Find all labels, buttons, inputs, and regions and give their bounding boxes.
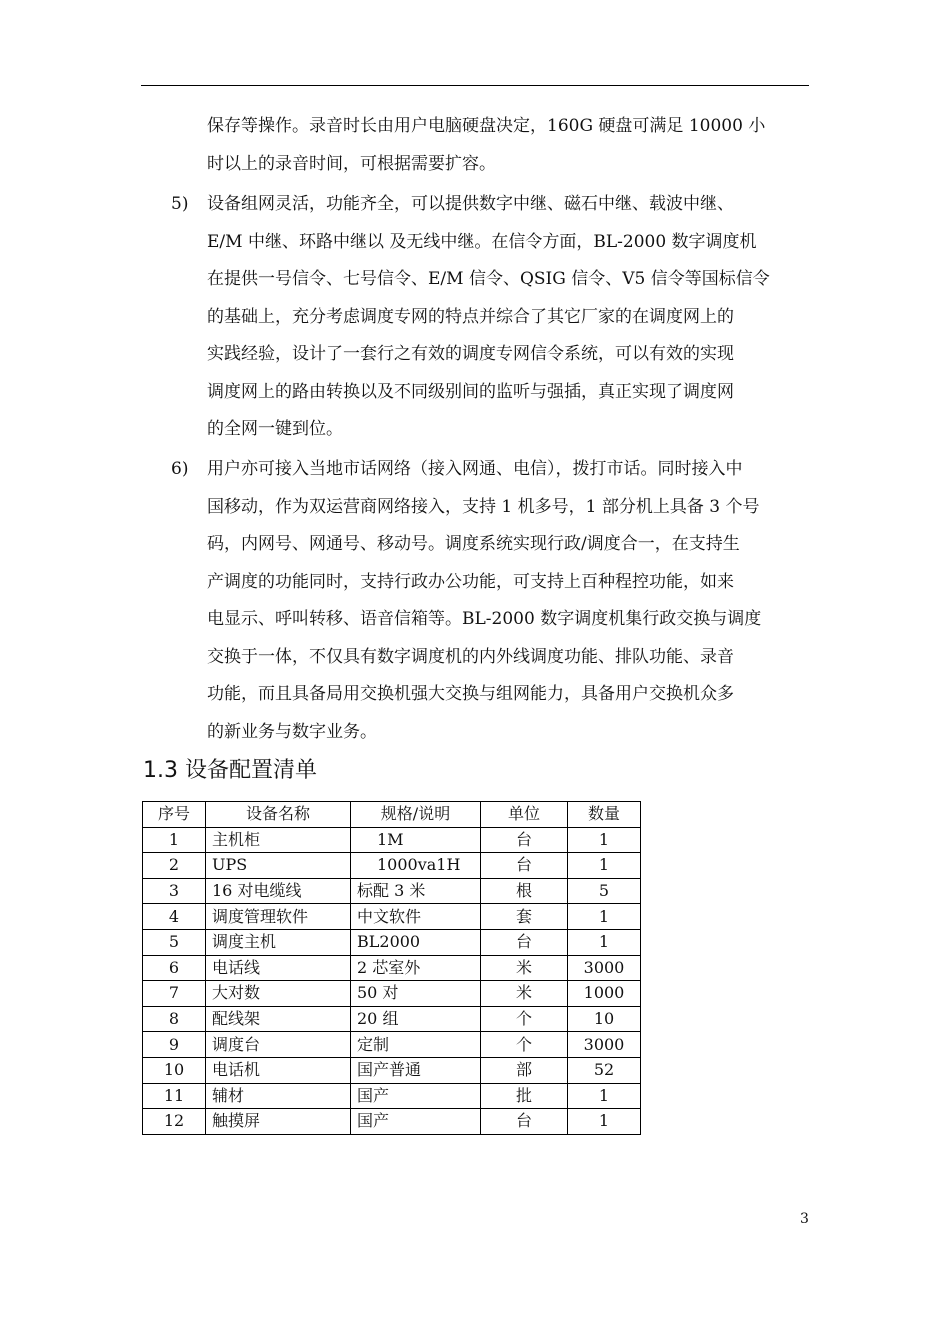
table-cell: 主机柜 (206, 827, 351, 853)
table-cell: 12 (143, 1109, 206, 1135)
table-cell: 7 (143, 981, 206, 1007)
item-number: 6) (171, 459, 189, 479)
table-cell: 52 (568, 1057, 641, 1083)
text-line: 用户亦可接入当地市话网络（接入网通、电信），拨打市话。同时接入中 (207, 459, 743, 479)
table-cell: 中文软件 (351, 904, 481, 930)
table-cell: 1 (568, 853, 641, 879)
text-line: 调度网上的路由转换以及不同级别间的监听与强插，真正实现了调度网 (207, 381, 734, 402)
table-cell: 2 芯室外 (351, 955, 481, 981)
table-cell: 电话线 (206, 955, 351, 981)
table-cell: 定制 (351, 1032, 481, 1058)
table-cell: 5 (568, 878, 641, 904)
table-row (143, 1109, 641, 1135)
table-cell: 触摸屏 (206, 1109, 351, 1135)
table-cell: 11 (143, 1083, 206, 1109)
table-cell: 调度主机 (206, 929, 351, 955)
table-cell: 3 (143, 878, 206, 904)
section-title: 1.3 设备配置清单 (143, 758, 317, 783)
table-cell: UPS (206, 853, 351, 879)
table-cell: 2 (143, 853, 206, 879)
table-cell: 个 (481, 1006, 568, 1032)
table-cell: 米 (481, 955, 568, 981)
column-header: 设备名称 (206, 802, 351, 828)
text-line: 功能，而且具备局用交换机强大交换与组网能力，具备用户交换机众多 (207, 684, 734, 704)
text-line: 电显示、呼叫转移、语音信箱等。BL-2000 数字调度机集行政交换与调度 (207, 609, 762, 629)
table-cell: 3000 (568, 1032, 641, 1058)
column-header: 数量 (568, 802, 641, 828)
text-line: 码，内网号、网通号、移动号。调度系统实现行政/调度合一，在支持生 (207, 534, 740, 554)
page-number: 3 (800, 1211, 809, 1227)
text-line: 保存等操作。录音时长由用户电脑硬盘决定，160G 硬盘可满足 10000 小 (207, 116, 766, 136)
table-cell: 10 (568, 1006, 641, 1032)
table-cell: 台 (481, 853, 568, 879)
item-paragraph (207, 186, 812, 449)
table-cell: 大对数 (206, 981, 351, 1007)
table-row (143, 1006, 641, 1032)
table-row (143, 1032, 641, 1058)
table-cell: 6 (143, 955, 206, 981)
table-cell: 1 (568, 827, 641, 853)
table-cell: 3000 (568, 955, 641, 981)
text-line: 国移动，作为双运营商网络接入，支持 1 机多号，1 部分机上具备 3 个号 (207, 496, 760, 517)
table-cell: 台 (481, 827, 568, 853)
table-cell: 配线架 (206, 1006, 351, 1032)
table-row (143, 929, 641, 955)
table-cell: 辅材 (206, 1083, 351, 1109)
column-header: 序号 (143, 802, 206, 828)
table-cell: 1000va1H (351, 853, 481, 879)
table-cell: 1 (568, 904, 641, 930)
text-line: 实践经验，设计了一套行之有效的调度专网信令系统，可以有效的实现 (207, 344, 734, 364)
text-line: E/M 中继、环路中继以 及无线中继。在信令方面，BL-2000 数字调度机 (207, 231, 757, 252)
text-line: 设备组网灵活，功能齐全，可以提供数字中继、磁石中继、载波中继、 (207, 194, 734, 214)
table-cell: 部 (481, 1057, 568, 1083)
table-cell: 8 (143, 1006, 206, 1032)
table-cell: 50 对 (351, 981, 481, 1007)
table-row (143, 1083, 641, 1109)
column-header: 规格/说明 (351, 802, 481, 828)
table-cell: 批 (481, 1083, 568, 1109)
table-cell: 国产 (351, 1109, 481, 1135)
header-rule (141, 85, 809, 86)
text-line: 的全网一键到位。 (207, 419, 343, 439)
text-line: 产调度的功能同时，支持行政办公功能，可支持上百种程控功能，如来 (207, 571, 734, 592)
table-row (143, 955, 641, 981)
text-line: 的基础上，充分考虑调度专网的特点并综合了其它厂家的在调度网上的 (207, 306, 734, 327)
table-cell: 米 (481, 981, 568, 1007)
table-cell: 20 组 (351, 1006, 481, 1032)
table-row (143, 1057, 641, 1083)
text-line: 交换于一体，不仅具有数字调度机的内外线调度功能、排队功能、录音 (207, 646, 734, 667)
table-row (143, 878, 641, 904)
table-cell: 1 (568, 1083, 641, 1109)
table-cell: 国产 (351, 1083, 481, 1109)
table-cell: 个 (481, 1032, 568, 1058)
table-cell: 套 (481, 904, 568, 930)
table-cell: 1 (143, 827, 206, 853)
table-cell: 调度台 (206, 1032, 351, 1058)
table-cell: 电话机 (206, 1057, 351, 1083)
text-line: 时以上的录音时间，可根据需要扩容。 (207, 153, 496, 174)
table-cell: 1M (351, 827, 481, 853)
item-number: 5) (171, 194, 189, 214)
text-line: 的新业务与数字业务。 (207, 721, 377, 742)
table-row (143, 904, 641, 930)
table-cell: 标配 3 米 (351, 878, 481, 904)
table-cell: BL2000 (351, 929, 481, 955)
table-cell: 1 (568, 1109, 641, 1135)
table-cell: 10 (143, 1057, 206, 1083)
table-cell: 9 (143, 1032, 206, 1058)
table-cell: 1 (568, 929, 641, 955)
table-cell: 调度管理软件 (206, 904, 351, 930)
table-cell: 台 (481, 1109, 568, 1135)
text-line: 在提供一号信令、七号信令、E/M 信令、QSIG 信令、V5 信令等国标信令 (207, 269, 770, 289)
continuation-paragraph (207, 108, 812, 183)
table-row (143, 827, 641, 853)
equipment-table (142, 801, 641, 1135)
item-paragraph (207, 451, 812, 751)
table-cell: 1000 (568, 981, 641, 1007)
table-cell: 根 (481, 878, 568, 904)
table-header-row (143, 802, 641, 828)
column-header: 单位 (481, 802, 568, 828)
table-cell: 16 对电缆线 (206, 878, 351, 904)
table-row (143, 981, 641, 1007)
table-row (143, 853, 641, 879)
table-cell: 5 (143, 929, 206, 955)
table-cell: 台 (481, 929, 568, 955)
table-cell: 4 (143, 904, 206, 930)
table-cell: 国产普通 (351, 1057, 481, 1083)
